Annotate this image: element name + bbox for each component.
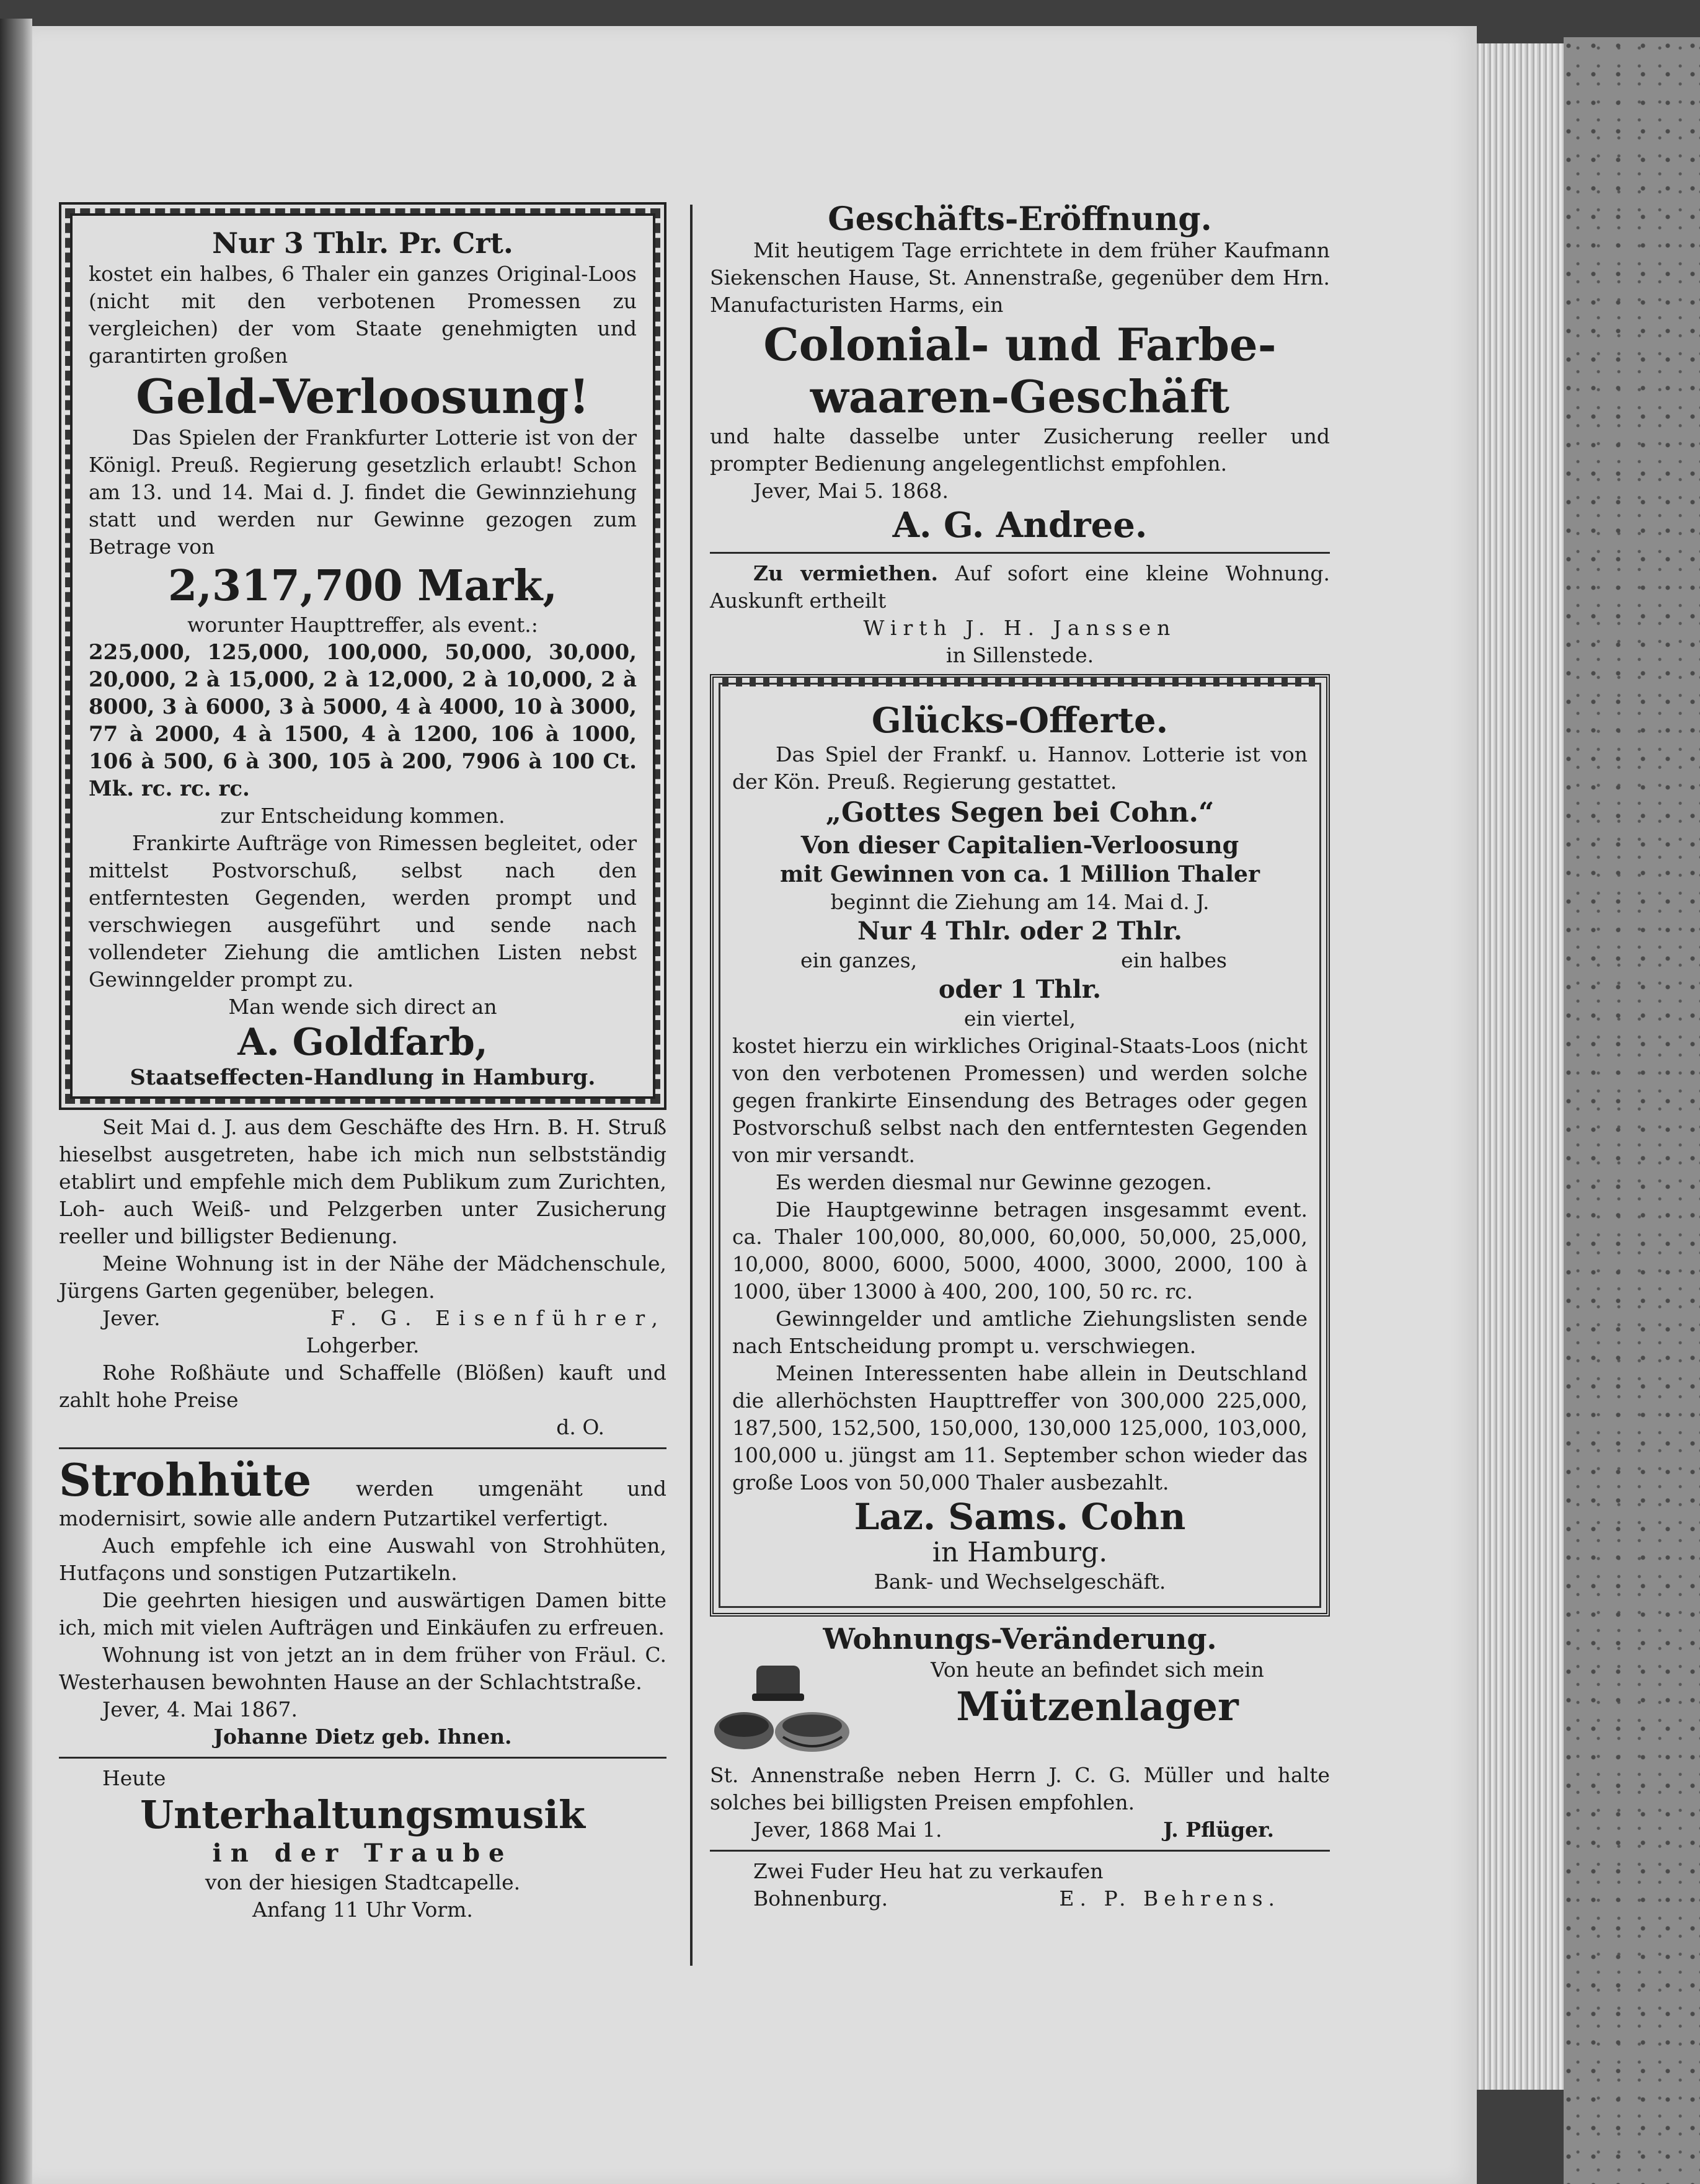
goldfarb-prizes: 225,000, 125,000, 100,000, 50,000, 30,000, 20,000, 2 à 15,000, 2 à 12,000, 2 à 10,000, 2 à 8000, 3 à 6000, 3 à 5000, 4 à 4000, 10 à 3000, 77 à 2000, 4 à 1500, 4 à 1200, 106 à 1000, 106 à 500, 6 à 300, 105 à 200, 7906 à 100 Ct. Mk. rc. rc. rc. (89, 640, 637, 801)
cohn-city: in Hamburg. (932, 1537, 1108, 1568)
goldfarb-body1: Das Spielen der Frankfurter Lotterie ist von der Königl. Preuß. Regierung gesetzlich erlaubt! Schon am 13. und 14. Mai d. J. findet die Gewinnziehung statt und werden nur Gewinne gezogen zum Betrage von (89, 425, 637, 559)
eisenfuehrer-name: F. G. Eisenführer, (330, 1306, 666, 1330)
cohn-motto: „Gottes Segen bei Cohn.“ (825, 797, 1215, 828)
pflueger-advertisement (710, 1622, 1330, 1844)
goldfarb-intro: kostet ein halbes, 6 Thaler ein ganzes Original-Loos (nicht mit den verbotenen Promessen zu vergleichen) der vom Staate genehmigten und garantirten großen (89, 262, 637, 368)
andree-date: Jever, Mai 5. 1868. (753, 479, 949, 503)
separator (710, 1850, 1330, 1852)
strohhuete-signature: Johanne Dietz geb. Ihnen. (213, 1725, 512, 1749)
cohn-heading-2: mit Gewinnen von ca. 1 Million Thaler (780, 861, 1260, 887)
cohn-name: Laz. Sams. Cohn (854, 1496, 1186, 1538)
pflueger-date: Jever, 1868 Mai 1. (753, 1818, 942, 1842)
goldfarb-entscheidung: zur Entscheidung kommen. (220, 804, 505, 828)
goldfarb-head: Nur 3 Thlr. Pr. Crt. (212, 226, 513, 260)
andree-big2: waaren-Geschäft (810, 370, 1230, 423)
eisenfuehrer-p2: Meine Wohnung ist in der Nähe der Mädchenschule, Jürgens Garten gegenüber, belegen. (59, 1251, 666, 1303)
adjacent-page-edge (0, 19, 32, 2184)
musik-advertisement (59, 1765, 666, 1924)
cohn-advertisement (710, 674, 1330, 1617)
cohn-firm: Bank- und Wechselgeschäft. (874, 1569, 1166, 1594)
behrens-place: Bohnenburg. (753, 1886, 888, 1911)
strohhuete-title-tail: werden umgenäht und modernisirt, sowie alle andern Putzartikel verfertigt. (59, 1476, 666, 1530)
cohn-price-sub-b: ein halbes (1121, 948, 1227, 972)
musik-start: Anfang 11 Uhr Vorm. (252, 1898, 473, 1922)
cohn-heading-1: Von dieser Capitalien-Verloosung (800, 831, 1239, 859)
strohhuete-advertisement (59, 1455, 666, 1751)
separator (59, 1757, 666, 1759)
andree-p1: Mit heutigem Tage errichtete in dem früher Kaufmann Siekenschen Hause, St. Annenstraße, gegenüber dem Hrn. Manufacturisten Harms, ein (710, 238, 1330, 317)
cohn-title: Glücks-Offerte. (871, 700, 1169, 741)
left-column (59, 202, 666, 1924)
cohn-price2-sub: ein viertel, (963, 1006, 1076, 1031)
goldfarb-title: Geld-Verloosung! (136, 369, 590, 424)
musik-heute: Heute (102, 1766, 166, 1790)
vermiethen-sig1: Wirth J. H. Janssen (863, 616, 1177, 640)
behrens-signature: E. P. Behrens. (1059, 1886, 1280, 1911)
strohhuete-p2: Die geehrten hiesigen und auswärtigen Damen bitte ich, mich mit vielen Aufträgen und Einkäufen zu erfreuen. (59, 1588, 666, 1640)
pflueger-signature: J. Pflüger. (1163, 1818, 1274, 1842)
andree-title: Geschäfts-Eröffnung. (828, 200, 1212, 238)
cohn-p6: Gewinngelder und amtliche Ziehungslisten sende nach Entscheidung prompt u. verschwiegen. (732, 1307, 1308, 1358)
cohn-p2: beginnt die Ziehung am 14. Mai d. J. (830, 890, 1210, 914)
right-column (710, 202, 1330, 1912)
behrens-p1: Zwei Fuder Heu hat zu verkaufen (753, 1859, 1104, 1883)
cohn-price-sub-a: ein ganzes, (800, 948, 918, 972)
musik-location: in der Traube (212, 1839, 513, 1868)
andree-big1: Colonial- und Farbe- (763, 318, 1277, 371)
strohhuete-p3: Wohnung ist von jetzt an in dem früher von Fräul. C. Westerhausen bewohnten Hause an der Schlachtstraße. (59, 1643, 666, 1694)
eisenfuehrer-p1: Seit Mai d. J. aus dem Geschäfte des Hrn. B. H. Struß hieselbst ausgetreten, habe ich mich nun selbstständig etablirt und empfehle mich dem Publikum zum Zurichten, Loh- auch Weiß- und Pelzgerben unter Zusicherung reeller und billigster Bedienung. (59, 1115, 666, 1248)
behrens-advertisement (710, 1858, 1330, 1912)
pflueger-p2: St. Annenstraße neben Herrn J. C. G. Müller und halte solches bei billigsten Preisen empfohlen. (710, 1763, 1330, 1814)
separator (710, 552, 1330, 554)
book-page-edges (1477, 43, 1564, 2090)
andree-advertisement (710, 202, 1330, 546)
goldfarb-amount: 2,317,700 Mark, (167, 561, 558, 611)
cohn-p3: kostet hierzu ein wirkliches Original-Staats-Loos (nicht von den verbotenen Promessen) und werden solche gegen frankirte Einsendung des Betrages oder gegen Postvorschuß selbst nach den entferntesten Gegenden von mir versandt. (732, 1034, 1308, 1167)
goldfarb-advertisement (59, 202, 666, 1110)
cohn-p7: Meinen Interessenten habe allein in Deutschland die allerhöchsten Haupttreffer von 300,000 225,000, 187,500, 152,500, 150,000, 130,000 125,000, 103,000, 100,000 u. jüngst am 11. September schon wieder das große Loos von 50,000 Thaler ausbezahlt. (732, 1361, 1308, 1494)
andree-name: A. G. Andree. (892, 505, 1148, 546)
goldfarb-body2: Frankirte Aufträge von Rimessen begleitet, oder mittelst Postvorschuß, selbst nach den entferntesten Gegenden, werden prompt und verschwiegen ausgeführt und sende nach vollendeter Ziehung die amtlichen Listen nebst Gewinngelder prompt zu. (89, 831, 637, 992)
vermiethen-sig2: in Sillenstede. (945, 643, 1094, 667)
strohhuete-title: Strohhüte (59, 1454, 312, 1506)
andree-p2: und halte dasselbe unter Zusicherung reeller und prompter Bedienung angelegentlichst empfohlen. (710, 424, 1330, 476)
pflueger-p1: Von heute an befindet sich mein (931, 1658, 1264, 1682)
cohn-p4: Es werden diesmal nur Gewinne gezogen. (776, 1170, 1212, 1194)
separator (59, 1447, 666, 1449)
vermiethen-advertisement (710, 560, 1330, 669)
cohn-p1: Das Spiel der Frankf. u. Hannov. Lotterie ist von der Kön. Preuß. Regierung gestattet. (732, 742, 1308, 794)
eisenfuehrer-p3: Rohe Roßhäute und Schaffelle (Blößen) kauft und zahlt hohe Preise (59, 1361, 666, 1412)
eisenfuehrer-p3-sig: d. O. (556, 1415, 604, 1439)
strohhuete-date: Jever, 4. Mai 1867. (102, 1697, 298, 1721)
goldfarb-name: A. Goldfarb, (237, 1021, 488, 1064)
goldfarb-firm: Staatseffecten-Handlung in Hamburg. (130, 1065, 596, 1090)
vermiethen-lead: Zu vermiethen. (753, 561, 939, 585)
strohhuete-p1: Auch empfehle ich eine Auswahl von Strohhüten, Hutfaçons und sonstigen Putzartikeln. (59, 1534, 666, 1585)
cohn-price2: oder 1 Thlr. (938, 975, 1102, 1004)
pflueger-title: Wohnungs-Veränderung. (823, 1622, 1217, 1656)
speckled-book-edge (1564, 37, 1700, 2184)
caps-illustration-icon (710, 1656, 859, 1762)
musik-by: von der hiesigen Stadtcapelle. (205, 1870, 521, 1894)
eisenfuehrer-place: Jever. (102, 1306, 161, 1330)
musik-title: Unterhaltungsmusik (140, 1792, 585, 1837)
column-divider (690, 205, 693, 1966)
cohn-p5: Die Hauptgewinne betragen insgesammt event. ca. Thaler 100,000, 80,000, 60,000, 50,000, 25,000, 10,000, 8000, 6000, 5000, 4000, 3000, 2000, 100 à 1000, über 13000 à 400, 200, 100, 50 rc. rc. (732, 1197, 1308, 1303)
goldfarb-man-wende: Man wende sich direct an (228, 995, 497, 1019)
eisenfuehrer-role: Lohgerber. (306, 1333, 420, 1357)
eisenfuehrer-advertisement (59, 1114, 666, 1441)
pflueger-big: Mützenlager (956, 1684, 1239, 1730)
goldfarb-worunter: worunter Haupttreffer, als event.: (187, 613, 538, 637)
vermiethen-text: Auf sofort eine kleine Wohnung. Auskunft ertheilt (710, 561, 1330, 613)
cohn-price: Nur 4 Thlr. oder 2 Thlr. (857, 917, 1182, 946)
